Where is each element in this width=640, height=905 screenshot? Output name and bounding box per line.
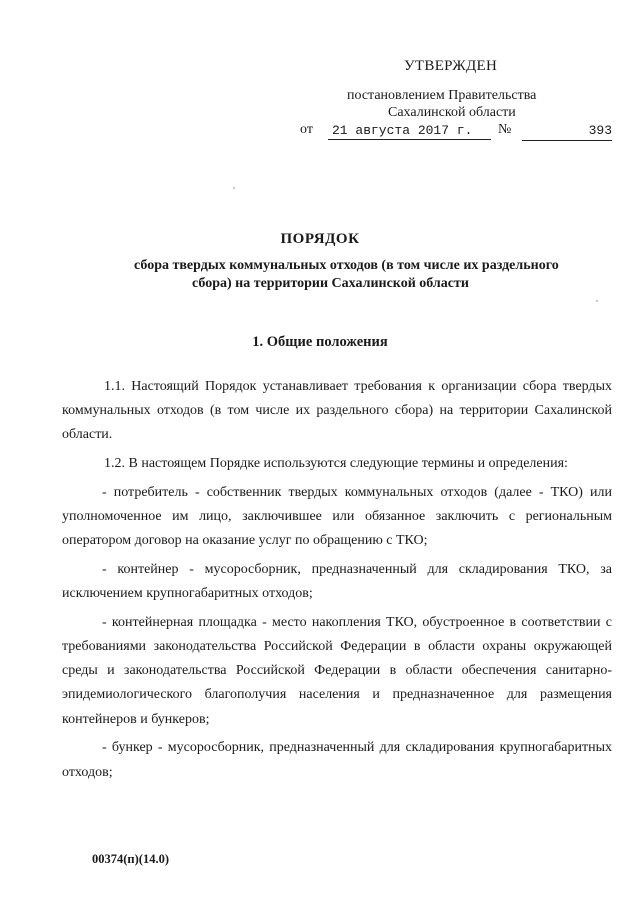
- paragraph-1-2: 1.2. В настоящем Порядке используются следующие термины и определения:: [104, 456, 568, 472]
- document-subtitle-line-2: сбора) на территории Сахалинской области: [192, 276, 469, 291]
- document-subtitle: [128, 257, 598, 293]
- document-title: ПОРЯДОК: [280, 231, 360, 247]
- term-container: - контейнер - мусоросборник, предназначенный для складирования ТКО, за исключением крупногабаритных отходов;: [62, 561, 612, 602]
- approval-title: УТВЕРЖДЕН: [404, 58, 498, 74]
- approval-date-row: [300, 122, 620, 144]
- term-bunker: - бункер - мусоросборник, предназначенный для складирования крупногабаритных отходов;: [62, 740, 612, 780]
- paragraph-1-1: 1.1. Настоящий Порядок устанавливает требования к организации сбора твердых коммунальных отходов (в том числе их раздельного сбора) на территории Сахалинской области.: [62, 379, 612, 443]
- scan-speck: [596, 300, 598, 302]
- approval-date: 21 августа 2017 г.: [328, 123, 491, 140]
- section-title: 1. Общие положения: [252, 334, 388, 350]
- term-consumer: - потребитель - собственник твердых коммунальных отходов (далее - ТКО) или уполномоченное им лицо, заключившее или обязанное заключить с региональным оператором договор на оказание услуг по обращению с ТКО;: [62, 484, 612, 549]
- footer-document-code: 00374(п)(14.0): [92, 852, 169, 866]
- scan-speck: [233, 187, 235, 189]
- approval-resolution-line: постановлением Правительства: [347, 88, 537, 103]
- approval-number: 393: [522, 123, 612, 141]
- term-container-site: - контейнерная площадка - место накопления ТКО, обустроенное в соответствии с требованиями законодательства Российской Федерации в области охраны окружающей среды и законодательства Российской Федерации в области обеспечения санитарно-эпидемиологического благополучия населения и предназначенное для размещения контейнеров и бункеров;: [62, 614, 612, 727]
- document-body: [62, 375, 612, 789]
- approval-region-line: Сахалинской области: [388, 105, 516, 120]
- from-label: от: [300, 122, 313, 137]
- document-subtitle-line-1: сбора твердых коммунальных отходов (в том числе их раздельного: [134, 258, 559, 273]
- number-label: №: [498, 122, 512, 137]
